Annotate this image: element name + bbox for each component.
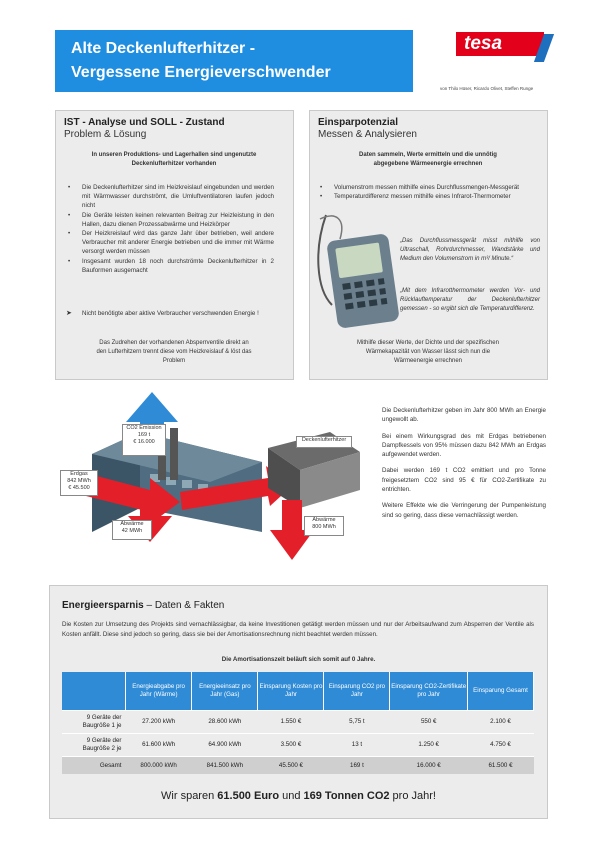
table-cell: 9 Geräte der Baugröße 2 je [62,734,125,757]
bullet-item: • Die Deckenlufterhitzer sind im Heizkreislauf eingebunden und werden mit Wärmwasser durchströmt, die Umluftventilatoren laufen jedoch nicht [64,183,274,211]
title-line-1: Alte Deckenlufterhitzer - [71,40,256,57]
tesa-logo [456,32,544,56]
table-cell: 2.100 € [467,711,533,734]
abwaerme-callout-2 [304,516,344,536]
savings-title-rest: – Daten & Fakten [143,600,225,611]
analysis-conclusion [62,339,286,366]
potential-title: Einsparpotenzial [318,117,399,128]
table-header: Energieeinsatz pro Jahr (Gas) [192,672,258,711]
table-cell: 550 € [390,711,468,734]
abwaerme-callout-1 [112,520,152,540]
table-cell: 28.600 kWh [192,711,258,734]
conclusion-line: den Lufterhitzern trennt diese vom Heizkreislauf & löst das [96,349,252,355]
heater-callout: Deckenlufterhitzer [296,436,352,448]
table-cell: 61.600 kWh [125,734,191,757]
title-banner [55,30,413,92]
erdgas-callout-cost: € 45.500 [68,485,90,491]
analysis-intro [62,151,286,169]
table-cell: 4.750 € [467,734,533,757]
energy-savings-panel [49,585,548,819]
table-cell: 1.250 € [390,734,468,757]
table-header [62,672,125,711]
co2-callout-title: CO2 Emission [126,425,162,431]
title-line-2: Vergessene Energieverschwender [71,64,331,81]
table-header: Einsparung CO2 pro Jahr [324,672,390,711]
summary-text: pro Jahr! [389,790,436,802]
potential-intro [316,151,540,169]
table-header: Einsparung CO2-Zertifikate pro Jahr [390,672,468,711]
bullet-item: • Die Geräte leisten keinen relevanten Beitrag zur Heizleistung in den Hallen, dazu dienen Prozessabwärme und Heizkörper [64,211,274,229]
table-header: Einsparung Gesamt [467,672,533,711]
table-cell: 27.200 kWh [125,711,191,734]
table-header: Energieabgabe pro Jahr (Wärme) [125,672,191,711]
potential-intro-line: abgegebene Wärmeenergie errechnen [373,161,483,167]
table-cell: 45.500 € [258,757,324,775]
co2-callout [122,424,166,456]
potential-bullets [316,183,538,201]
flow-meter-device-image [316,209,402,333]
conclusion-line: Das Zudrehen der vorhandenen Absperrventile direkt an [99,340,249,346]
summary-euro: 61.500 Euro [217,790,280,802]
analysis-intro-line: Deckenlufterhitzer vorhanden [131,161,217,167]
energy-facts-text [382,406,546,527]
summary-text: und [279,790,304,802]
conclusion-line: Wärmekapazität von Wasser lässt sich nun die [365,349,491,355]
fact-paragraph: Bei einem Wirkungsgrad des mit Erdgas betriebenen Dampfkessels von 95% müssen dazu 842 MWh an Erdgas aufgewendet werden. [382,432,546,459]
analysis-panel [55,110,294,380]
analysis-subtitle: Problem & Lösung [64,129,147,140]
bullet-item: • Der Heizkreislauf wird das ganze Jahr über betrieben, weil andere Verbraucher mit anderer Energie betrieben und die immer mit Wärme versorgt werden müssen [64,229,274,257]
logo-text: tesa [464,33,503,54]
authors: von Thilo Hüser, Ricardo Olivet, Steffen Runge [440,86,534,91]
savings-table [62,672,534,774]
bullet-item: • Volumenstrom messen mithilfe eines Durchflussmengen-Messgerät [316,183,538,192]
summary-co2: 169 Tonnen CO2 [303,790,390,802]
erdgas-callout [60,470,98,496]
abwaerme-callout-1-value: 42 MWh [121,528,143,534]
bullet-item: • Insgesamt wurden 18 noch durchströmte Deckenlufterhitzer in 2 Bauformen ausgemacht [64,257,274,275]
potential-subtitle: Messen & Analysieren [318,129,417,140]
conclusion-line: Mithilfe dieser Werte, der Dichte und der spezifischen [357,340,499,346]
analysis-title: IST - Analyse und SOLL - Zustand [64,117,225,128]
erdgas-callout-value: 842 MWh [67,478,91,484]
arrow-item [64,309,292,318]
analysis-bullets [64,183,274,275]
table-row [62,711,534,734]
table-cell: 1.550 € [258,711,324,734]
table-cell: 5,75 t [324,711,390,734]
flowmeter-quote: „Das Durchflussmessgerät misst mithilfe von Ultraschall, Rohrdurchmesser, Wandstärke und Medium den Volumenstrom in m³/ Minute.“ [400,238,540,262]
bullet-item: • Temperaturdifferenz messen mithilfe eines Infrarot-Thermometer [316,192,538,201]
summary-text: Wir sparen [161,790,218,802]
abwaerme-callout-1-title: Abwärme [120,521,144,527]
savings-paragraph: Die Kosten zur Umsetzung des Projekts sind vernachlässigbar, da keine Investitionen getätigt werden müssen und nur der Arbeitsaufwand zum Absperren der Ventile als Kosten anfällt. Diese sind jedoch so gering, dass sie bei der Amortisationsrechnung nicht beachtet werden müssen. [62,621,534,638]
potential-conclusion [316,339,540,366]
arrow-icon: ➤ [66,310,72,317]
fact-paragraph: Dabei werden 169 t CO2 emittiert und pro Tonne freigesetztem CO2 sind 95 € für CO2-Zertifikate zu entrichten. [382,467,546,494]
table-row [62,734,534,757]
table-header-row [62,672,534,711]
thermometer-quote: „Mit dem Infrarotthermometer werden Vor- und Rücklauftemperatur der Deckenlufterhitzer gemessen - so ergibt sich die Temperaturdifferenz. [400,288,540,312]
chimney [170,428,178,480]
co2-callout-cost: € 16.000 [133,439,155,445]
savings-summary [50,790,547,802]
table-cell: 3.500 € [258,734,324,757]
table-header: Einsparung Kosten pro Jahr [258,672,324,711]
arrow-item-text: Nicht benötigte aber aktive Verbraucher verschwenden Energie ! [82,310,259,317]
table-cell: 61.500 € [467,757,533,775]
amortization-note: Die Amortisationszeit beläuft sich somit auf 0 Jahre. [221,656,376,663]
table-cell: 13 t [324,734,390,757]
table-cell: 16.000 € [390,757,468,775]
fact-paragraph: Weitere Effekte wie die Verringerung der Pumpenleistung sind so gering, dass diese vernachlässigt werden. [382,502,546,519]
table-cell: 9 Geräte der Baugröße 1 je [62,711,125,734]
table-total-row [62,757,534,775]
savings-title [62,600,224,611]
analysis-intro-line: In unseren Produktions- und Lagerhallen sind ungenutzte [91,152,257,158]
table-cell: 169 t [324,757,390,775]
potential-intro-line: Daten sammeln, Werte ermitteln und die unnötig [359,152,497,158]
abwaerme-callout-2-title: Abwärme [312,517,336,523]
savings-title-bold: Energieersparnis [62,600,144,611]
table-cell: 800.000 kWh [125,757,191,775]
table-cell: 64.900 kWh [192,734,258,757]
abwaerme-callout-2-value: 800 MWh [312,524,336,530]
conclusion-line: Wärmeenergie errechnen [393,358,463,364]
co2-callout-value: 169 t [137,432,151,438]
conclusion-line: Problem [162,358,186,364]
fact-paragraph: Die Deckenlufterhitzer geben im Jahr 800 MWh an Energie ungewollt ab. [382,407,546,424]
savings-potential-panel [309,110,548,380]
erdgas-callout-title: Erdgas [70,471,88,477]
table-cell: 841.500 kWh [192,757,258,775]
table-cell: Gesamt [62,757,125,775]
